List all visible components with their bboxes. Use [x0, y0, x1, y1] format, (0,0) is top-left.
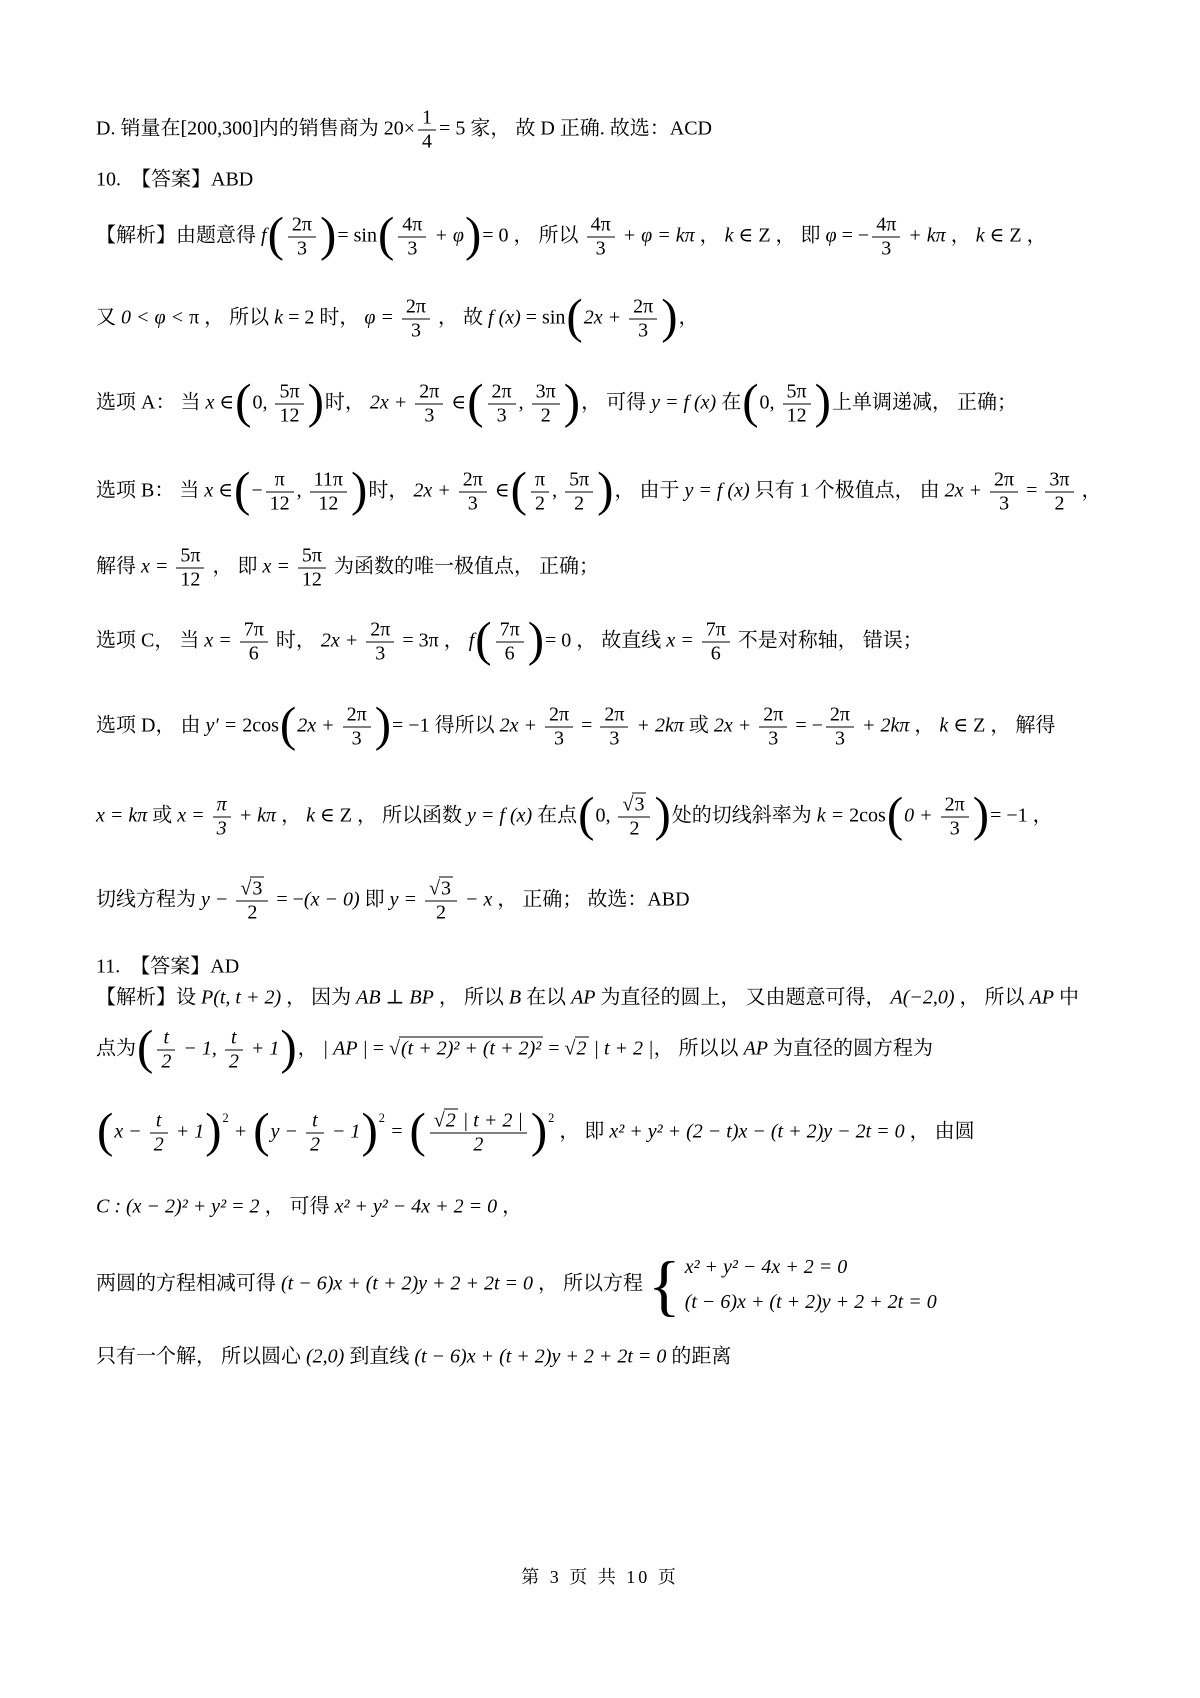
solution-11-line-2: 点为( $\frac{t}{2}$ − 1, $\frac{t}{2}$ + 1)， | AP | = √ (t + 2)² + (t + 2)² = √ 2 | t + 2 |， 所以以 AP 为直径的圆方程为 — [96, 1019, 933, 1075]
big-right-paren: ) — [527, 611, 545, 667]
solution-10-line-2: 又 0 < φ < π ， 所以 k = 2 时， φ = $\frac{2\pi}{3}$ ， 故 f (x) = sin(2x + $\frac{2\pi}{3}$ )， — [96, 288, 699, 344]
big-right-paren: ) — [814, 373, 831, 429]
big-right-paren: ) — [597, 461, 614, 517]
big-left-paren: ( — [377, 206, 395, 262]
big-left-paren: ( — [578, 786, 595, 842]
big-left-paren: ( — [409, 1102, 426, 1158]
big-right-paren: ) — [351, 461, 368, 517]
page-footer — [0, 1563, 1200, 1589]
page-number-text: 第 3 页 共 10 页 — [521, 1567, 679, 1587]
big-right-paren: ) — [320, 206, 337, 262]
big-left-paren: ( — [742, 373, 759, 429]
big-left-paren: ( — [137, 1019, 154, 1075]
big-right-paren: ) — [374, 696, 392, 752]
solution-10-line-5: 解得 x = $\frac{5\pi}{12}$ ， 即 x = $\frac{5\pi}{12}$ 为函数的唯一极值点， 正确； — [96, 544, 599, 591]
big-left-paren: ( — [253, 1102, 270, 1158]
solution-11-line-4: C : (x − 2)² + y² = 2 ， 可得 x² + y² − 4x + 2 = 0 ， — [96, 1195, 523, 1218]
big-left-paren: ( — [279, 696, 297, 752]
solution-10-line-3: 选项 A： 当 x ∈(0, $\frac{5\pi}{12}$ )时， 2x + $\frac{2\pi}{3}$ ∈( $\frac{2\pi}{3}$ , $\frac{3\pi}{2}$ )， 可得 y = f (x) 在(0, $\frac{5\pi}{12}$ )上单调递减， 正确； — [96, 373, 1017, 429]
big-right-paren: ) — [654, 786, 671, 842]
solution-11-line-3: (x − $\frac{t}{2}$ + 1)$^2$ + (y − $\frac{t}{2}$ − 1)$^2$ = ( $\frac{√ 2 | t + 2 |}{2}$ )$^2$ ， 即 x² + y² + (2 − t)x − (t + 2)y − 2t = 0 ， 由圆 — [97, 1102, 975, 1158]
big-right-paren: ) — [361, 1102, 378, 1158]
big-right-paren: ) — [464, 206, 482, 262]
big-right-paren: ) — [563, 373, 581, 429]
big-left-paren: ( — [235, 373, 252, 429]
big-left-paren: ( — [267, 206, 284, 262]
big-left-paren: ( — [234, 461, 251, 517]
big-right-paren: ) — [530, 1102, 548, 1158]
solution-10-line-7: 选项 D， 由 y′ = 2cos(2x + $\frac{2\pi}{3}$ )= −1 得所以 2x + $\frac{2\pi}{3}$ = $\frac{2\pi}{3}$ + 2kπ 或 2x + $\frac{2\pi}{3}$ = − $\frac{2\pi}{3}$ + 2kπ ， k ∈ Z ， 解得 — [96, 696, 1056, 752]
answer-11-line: 11. 【答案】AD — [96, 955, 240, 978]
answer-10-line: 10. 【答案】ABD — [96, 168, 254, 191]
solution-10-line-9: 切线方程为 y − $\frac{√ 3}{2}$ = −(x − 0) 即 y = $\frac{√ 3}{2}$ − x ， 正确； 故选：ABD — [96, 877, 690, 924]
big-right-paren: ) — [205, 1102, 222, 1158]
big-right-paren: ) — [661, 288, 678, 344]
big-left-paren: ( — [886, 786, 904, 842]
solution-11-line-5: 两圆的方程相减可得 (t − 6)x + (t + 2)y + 2 + 2t = 0 ， 所以方程 { x² + y² − 4x + 2 = 0 (t − 6)x + (t + 2)y + 2 + 2t = 0 — [96, 1247, 937, 1323]
solution-10-line-6: 选项 C， 当 x = $\frac{7\pi}{6}$ 时， 2x + $\frac{2\pi}{3}$ = 3π ， f( $\frac{7\pi}{6}$ )= 0 ， 故直线 x = $\frac{7\pi}{6}$ 不是对称轴， 错误； — [96, 611, 923, 667]
option-d-line: D. 销量在[200,300]内的销售商为 20× $\frac{1}{4}$ = 5 家， 故 D 正确. 故选：ACD — [96, 106, 712, 153]
big-left-paren: ( — [97, 1102, 114, 1158]
big-right-paren: ) — [307, 373, 324, 429]
solution-10-line-8: x = kπ 或 x = $\frac{\pi}{3}$ + kπ ， k ∈ Z ， 所以函数 y = f (x) 在点(0, $\frac{√ 3}{2}$ )处的切线斜率为 k = 2cos(0 + $\frac{2\pi}{3}$ )= −1 ， — [96, 786, 1053, 842]
solution-10-line-4: 选项 B： 当 x ∈(− $\frac{\pi}{12}$ , $\frac{11\pi}{12}$ )时， 2x + $\frac{2\pi}{3}$ ∈( $\frac{\pi}{2}$ , $\frac{5\pi}{2}$ )， 由于 y = f (x) 只有 1 个极值点， 由 2x + $\frac{2\pi}{3}$ = $\frac{3\pi}{2}$ ， — [96, 461, 1102, 517]
solution-11-line-1: 【解析】设 P(t, t + 2) ， 因为 AB ⊥ BP ， 所以 B 在以 AP 为直径的圆上， 又由题意可得， A(−2,0) ， 所以 AP 中 — [96, 986, 1079, 1009]
big-right-paren: ) — [972, 786, 990, 842]
solution-10-line-1: 【解析】由题意得 f( $\frac{2\pi}{3}$ )= sin( $\frac{4\pi}{3}$ + φ)= 0 ， 所以 $\frac{4\pi}{3}$ + φ = kπ ， k ∈ Z ， 即 φ = − $\frac{4\pi}{3}$ + kπ ， k ∈ Z ， — [96, 206, 1047, 262]
solution-11-line-6: 只有一个解， 所以圆心 (2,0) 到直线 (t − 6)x + (t + 2)y + 2 + 2t = 0 的距离 — [96, 1345, 732, 1368]
big-left-paren: ( — [566, 288, 583, 344]
big-left-paren: ( — [510, 461, 527, 517]
big-right-paren: ) — [280, 1019, 297, 1075]
big-left-paren: ( — [475, 611, 492, 667]
radical: √ (t + 2)² + (t + 2)² — [389, 1037, 542, 1060]
big-left-paren: ( — [467, 373, 484, 429]
equation-system: { x² + y² − 4x + 2 = 0 (t − 6)x + (t + 2)y + 2 + 2t = 0 — [648, 1247, 937, 1323]
